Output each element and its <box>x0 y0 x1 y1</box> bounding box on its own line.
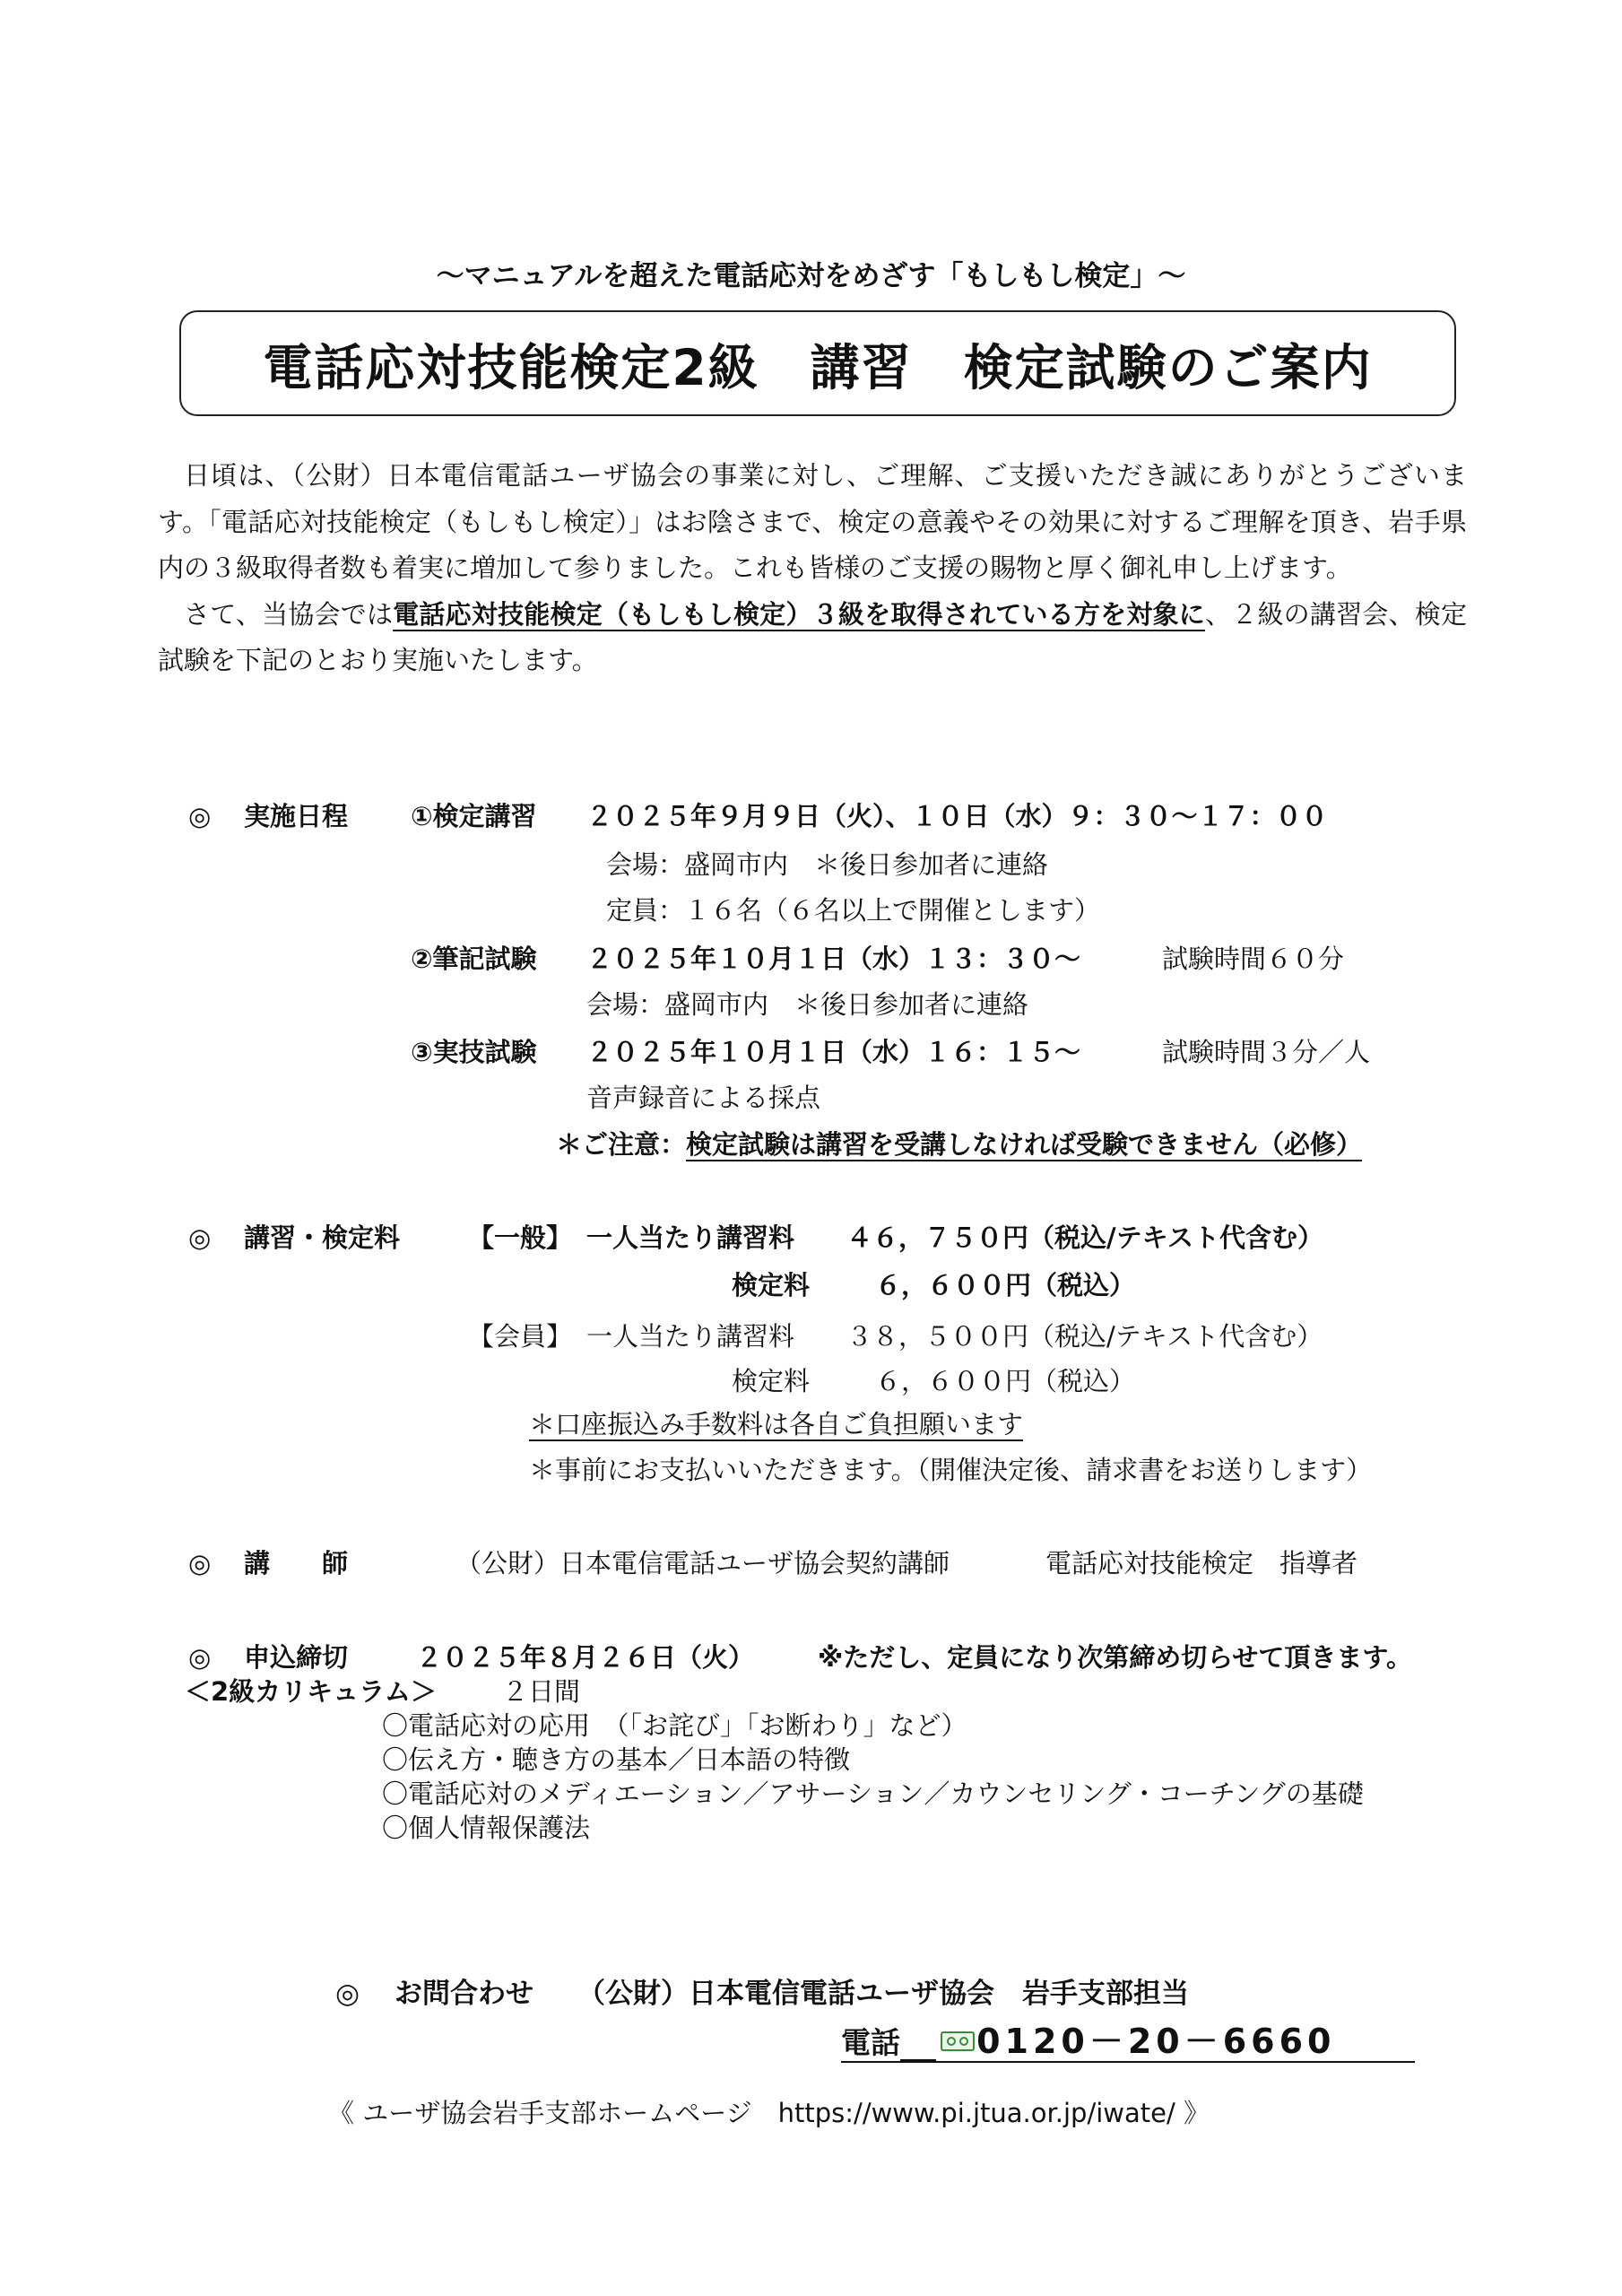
member-exam-label: 検定料 <box>732 1366 811 1396</box>
practical-date: ２０２５年１０月１日（水）１６：１５～ <box>586 1037 1081 1067</box>
title-box <box>179 310 1456 416</box>
general-course-fee: ４６，７５０円（税込/テキスト代含む） <box>846 1222 1324 1253</box>
curriculum-duration: ２日間 <box>502 1676 581 1707</box>
fees-heading: 講習・検定料 <box>244 1222 401 1253</box>
member-exam-fee: ６，６００円（税込） <box>875 1366 1136 1396</box>
note-prefix: ＊ご注意： <box>556 1129 687 1160</box>
schedule-heading: 実施日程 <box>244 801 349 831</box>
instructor-heading: 講 師 <box>244 1548 349 1578</box>
fees-note-2: ＊事前にお支払いいただきます。（開催決定後、請求書をお送りします） <box>529 1455 1373 1485</box>
contact-heading: お問合わせ <box>395 1978 533 2010</box>
intro-p2-pre: さて、当協会では <box>184 598 394 630</box>
course-date: ２０２５年９月９日（火）、１０日（水）９：３０～１７：００ <box>586 801 1328 831</box>
deadline-mark: ◎ <box>188 1642 212 1673</box>
written-duration: 試験時間６０分 <box>1162 944 1345 974</box>
curriculum-item: 〇伝え方・聴き方の基本／日本語の特徴 <box>382 1744 851 1775</box>
intro-p2-post: 、２級の講習会、検定試験を下記のとおり実施いたします。 <box>158 598 1467 675</box>
intro-p2-target: 電話応対技能検定（もしもし検定）３級を取得されている方を対象に <box>393 598 1206 630</box>
general-course-label: 一人当たり講習料 <box>586 1222 795 1253</box>
deadline-heading: 申込締切 <box>244 1642 349 1673</box>
fees-note-1: ＊口座振込み手数料は各自ご負担願います <box>529 1409 1024 1439</box>
contact-mark: ◎ <box>335 1978 360 2010</box>
practical-label: ③実技試験 <box>411 1037 537 1067</box>
schedule-note <box>556 1126 1362 1162</box>
freedial-icon <box>941 2031 975 2051</box>
schedule-mark: ◎ <box>188 801 212 831</box>
intro-paragraph-1: 日頃は、（公財）日本電信電話ユーザ協会の事業に対し、ご理解、ご支援いただき誠にありがとうございます。「電話応対技能検定（もしもし検定）」はお陰さまで、検定の意義やその効果に対するご理解を頂き、岩手県内の３級取得者数も着実に増加して参りました。これも皆様のご支援の賜物と厚く御礼申し上げます。 <box>158 460 1467 583</box>
general-label: 【一般】 <box>468 1222 573 1253</box>
instructor-mark: ◎ <box>188 1548 212 1578</box>
course-capacity: 定員：１６名（６名以上で開催とします） <box>606 895 1101 926</box>
curriculum-heading: ＜2級カリキュラム＞ <box>185 1676 437 1707</box>
fees-mark: ◎ <box>188 1222 212 1253</box>
page-title: 電話応対技能検定2級 講習 検定試験のご案内 <box>263 338 1373 396</box>
practical-duration: 試験時間３分／人 <box>1162 1037 1371 1067</box>
member-course-label: 一人当たり講習料 <box>586 1321 795 1352</box>
written-label: ②筆記試験 <box>411 944 537 974</box>
phone-number[interactable]: 0120－20－6660 <box>976 2022 1336 2061</box>
deadline-note: ※ただし、定員になり次第締め切らせて頂きます。 <box>818 1642 1413 1673</box>
curriculum-item: 〇電話応対の応用 （「お詫び」「お断わり」など） <box>382 1710 967 1741</box>
subtitle: ～マニュアルを超えた電話応対をめざす「もしもし検定」～ <box>436 260 1186 292</box>
phone-label: 電話 <box>841 2025 900 2060</box>
member-course-fee: ３８，５００円（税込/テキスト代含む） <box>846 1321 1323 1352</box>
instructor-name: （公財）日本電信電話ユーザ協会契約講師 <box>455 1548 950 1578</box>
contact-org: （公財）日本電信電話ユーザ協会 岩手支部担当 <box>577 1978 1189 2010</box>
curriculum-item: 〇個人情報保護法 <box>382 1813 591 1843</box>
written-date: ２０２５年１０月１日（水）１３：３０～ <box>586 944 1081 974</box>
course-label: ①検定講習 <box>411 801 537 831</box>
member-label: 【会員】 <box>468 1321 573 1352</box>
curriculum-item: 〇電話応対のメディエーション／アサーション／カウンセリング・コーチングの基礎 <box>382 1779 1364 1809</box>
general-exam-fee: ６，６００円（税込） <box>875 1270 1136 1300</box>
instructor-role: 電話応対技能検定 指導者 <box>1045 1548 1358 1578</box>
course-venue: 会場：盛岡市内 ＊後日参加者に連絡 <box>606 849 1049 880</box>
intro-text <box>158 453 1467 684</box>
intro-paragraph-2 <box>158 592 1467 684</box>
homepage-link[interactable]: 《 ユーザ協会岩手支部ホームページ https://www.pi.jtua.or.jp/iwate/ 》 <box>328 2098 1210 2128</box>
practical-scoring: 音声録音による採点 <box>586 1083 821 1113</box>
general-exam-label: 検定料 <box>732 1270 811 1300</box>
written-venue: 会場：盛岡市内 ＊後日参加者に連絡 <box>586 989 1029 1020</box>
note-text: 検定試験は講習を受講しなければ受験できません（必修） <box>686 1129 1363 1160</box>
phone-line <box>841 2022 1415 2063</box>
deadline-date: ２０２５年８月２６日（火） <box>416 1642 755 1673</box>
